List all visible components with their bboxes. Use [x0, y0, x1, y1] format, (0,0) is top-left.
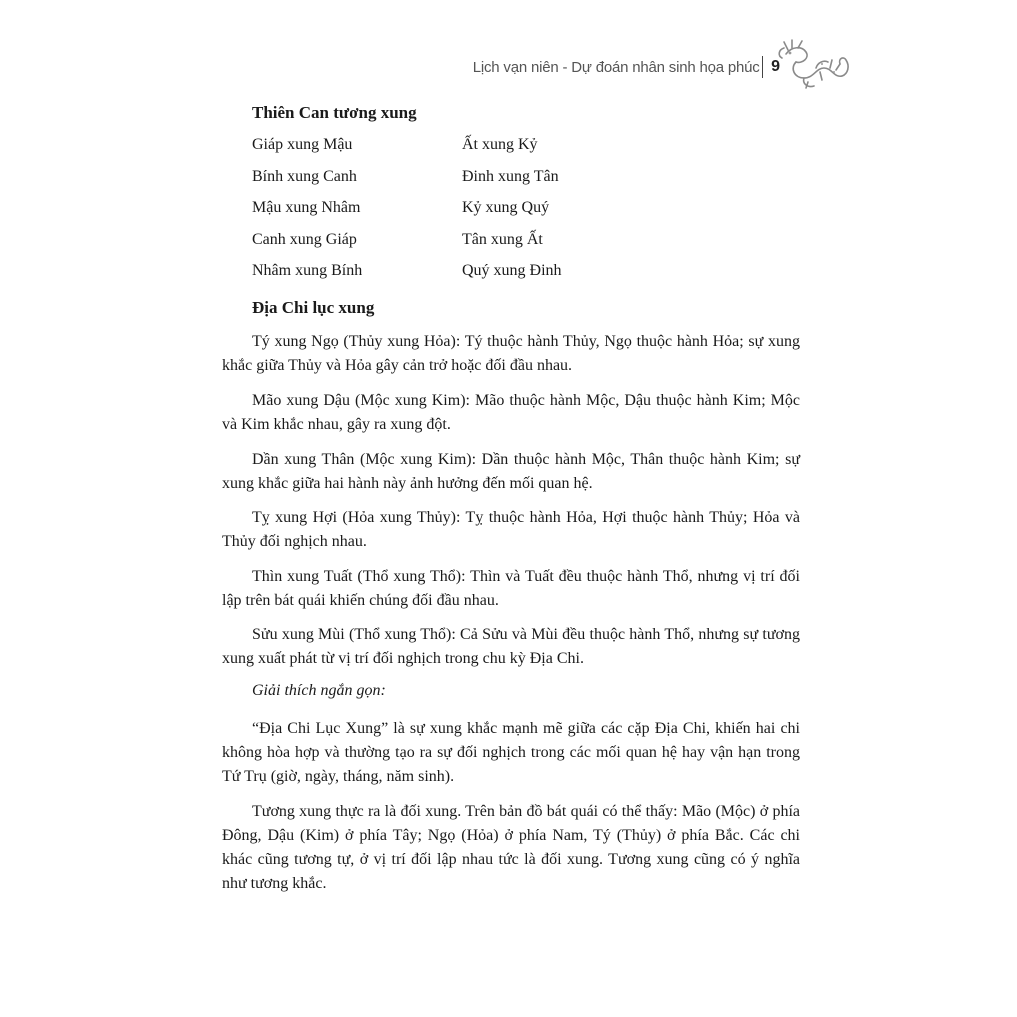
pair-left: Bính xung Canh [252, 167, 357, 185]
page-number: 9 [771, 58, 780, 75]
pair-right: Đinh xung Tân [462, 167, 559, 185]
pair-row [252, 168, 792, 200]
thien-can-pairs [252, 136, 792, 294]
pair-row [252, 136, 792, 168]
pair-left: Canh xung Giáp [252, 230, 357, 248]
paragraph: “Địa Chi Lục Xung” là sự xung khắc mạnh mẽ giữa các cặp Địa Chi, khiến hai chi không hòa hợp và thường tạo ra sự đối nghịch trong các mối quan hệ hay vận hạn trong Tứ Trụ (giờ, ngày, tháng, năm sinh). [222, 720, 800, 785]
paragraph: Sửu xung Mùi (Thổ xung Thổ): Cả Sửu và Mùi đều thuộc hành Thổ, nhưng sự tương xung xuất phát từ vị trí đối nghịch trong chu kỳ Địa Chi. [222, 626, 800, 667]
pair-left: Mậu xung Nhâm [252, 199, 361, 216]
paragraph: Tỵ xung Hợi (Hỏa xung Thủy): Tỵ thuộc hành Hỏa, Hợi thuộc hành Thủy; Hỏa và Thủy đối nghịch nhau. [222, 509, 800, 550]
pair-right: Kỷ xung Quý [462, 199, 550, 216]
dragon-ornament-icon [772, 38, 856, 94]
paragraph: Tý xung Ngọ (Thủy xung Hỏa): Tý thuộc hành Thủy, Ngọ thuộc hành Hỏa; sự xung khắc giữa Thủy và Hỏa gây cản trở hoặc đối đầu nhau. [222, 333, 800, 374]
paragraph: Dần xung Thân (Mộc xung Kim): Dần thuộc hành Mộc, Thân thuộc hành Kim; sự xung khắc giữa hai hành này ảnh hưởng đến mối quan hệ. [222, 451, 800, 492]
pair-left: Nhâm xung Bính [252, 262, 363, 279]
pair-row [252, 231, 792, 263]
pair-right: Quý xung Đinh [462, 262, 562, 279]
paragraph: Thìn xung Tuất (Thổ xung Thổ): Thìn và Tuất đều thuộc hành Thổ, nhưng vị trí đối lập trên bát quái khiến chúng đối đầu nhau. [222, 568, 800, 609]
header-divider [762, 56, 764, 78]
note-label: Giải thích ngắn gọn: [252, 682, 386, 699]
pair-right: Ất xung Kỷ [462, 136, 538, 153]
section-heading-thien-can: Thiên Can tương xung [252, 103, 417, 122]
paragraph: Tương xung thực ra là đối xung. Trên bản đồ bát quái có thể thấy: Mão (Mộc) ở phía Đông, Dậu (Kim) ở phía Tây; Ngọ (Hỏa) ở phía Nam, Tý (Thủy) ở phía Bắc. Các chi khác cũng tương tự, ở vị trí đối lập nhau tức là đối xung. Tương xung cũng có ý nghĩa như tương khắc. [222, 803, 800, 892]
section-heading-dia-chi: Địa Chi lục xung [252, 298, 375, 317]
pair-row [252, 262, 792, 294]
running-title: Lịch vạn niên - Dự đoán nhân sinh họa phúc [472, 58, 760, 76]
pair-row [252, 199, 792, 231]
paragraph: Mão xung Dậu (Mộc xung Kim): Mão thuộc hành Mộc, Dậu thuộc hành Kim; Mộc và Kim khắc nhau, gây ra xung đột. [222, 392, 800, 433]
running-header [420, 52, 780, 82]
pair-left: Giáp xung Mậu [252, 136, 353, 153]
pair-right: Tân xung Ất [462, 230, 543, 248]
